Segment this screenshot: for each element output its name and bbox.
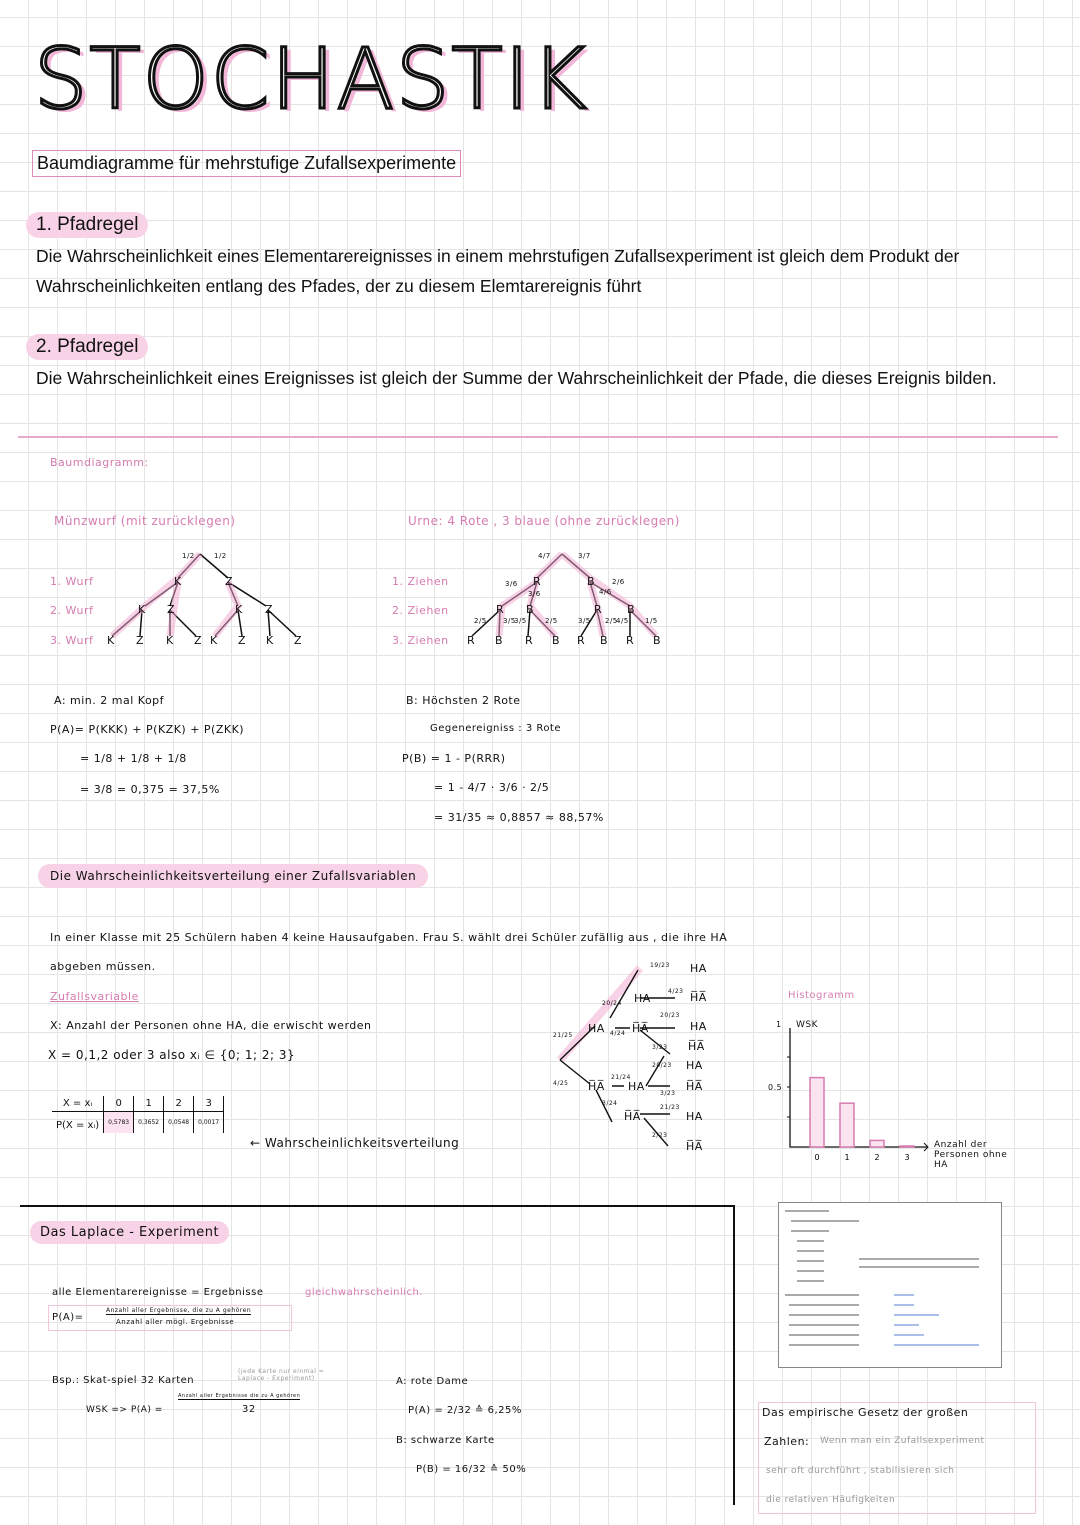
table-header-p: P(X = xᵢ) <box>56 1120 100 1131</box>
histogram-bar <box>840 1103 854 1147</box>
pb-line1: P(B) = 1 - P(RRR) <box>402 752 506 765</box>
urn-prob-3: 3/5 <box>578 617 591 625</box>
ha-leaf: HA <box>690 1020 707 1033</box>
coin-leaf: K <box>266 634 274 647</box>
urn-leaf: B <box>552 634 561 647</box>
coin-node: Z <box>167 603 176 616</box>
rule2-heading: 2. Pfadregel <box>26 334 148 360</box>
page-title: STOCHASTIK <box>34 30 589 128</box>
pb-line2: = 1 - 4/7 · 3/6 · 2/5 <box>434 781 550 794</box>
ha-prob: 4/23 <box>668 988 684 995</box>
urn-node: B <box>587 575 596 588</box>
histogram-title: Histogramm <box>788 990 855 1001</box>
pa-line3: = 3/8 = 0,375 = 37,5% <box>80 783 220 796</box>
urn-prob: 2/6 <box>612 578 625 586</box>
laplace-border-top <box>20 1205 734 1207</box>
coin-prob: 1/2 <box>182 552 195 560</box>
histogram-xtick: 0 <box>814 1153 820 1160</box>
coin-node: K <box>138 603 146 616</box>
histogram-xtick: 1 <box>844 1153 850 1160</box>
laplace-border-right <box>733 1205 735 1505</box>
ha-prob: 21/25 <box>553 1032 573 1039</box>
coin-level-3: 3. Wurf <box>50 634 94 647</box>
gesetz-t3: Wenn man ein Zufallsexperiment <box>820 1436 985 1446</box>
coin-level-1: 1. Wurf <box>50 575 94 588</box>
urn-node: R <box>496 603 505 616</box>
urn-node: R <box>533 575 542 588</box>
baum-label: Baumdiagramm: <box>50 456 149 469</box>
ha-prob: 19/23 <box>650 962 670 969</box>
notes-thumbnail-scribbles <box>779 1203 1001 1367</box>
ha-tree <box>540 950 720 1160</box>
ha-leaf: HA <box>686 1110 703 1123</box>
urn-prob-3: 2/5 <box>545 617 558 625</box>
coin-prob: 1/2 <box>214 552 227 560</box>
table-cell: 0,5783 <box>104 1112 134 1134</box>
coin-leaf: Z <box>194 634 203 647</box>
table-cell: 1 <box>134 1096 164 1112</box>
wsk-numerator: Anzahl aller Ergebnisse die zu A gehören <box>178 1393 301 1399</box>
zv-label: Zufallsvariable <box>50 990 139 1003</box>
problem-text-2: abgeben müssen. <box>50 960 156 973</box>
x-values: X = 0,1,2 oder 3 also xᵢ ∈ {0; 1; 2; 3} <box>48 1048 296 1062</box>
coin-leaf: Z <box>136 634 145 647</box>
ha-prob: 20/23 <box>652 1062 672 1069</box>
rule1-heading: 1. Pfadregel <box>26 212 148 238</box>
urn-level-3: 3. Ziehen <box>392 634 449 647</box>
coin-node: Z <box>225 575 234 588</box>
table-cell: 0 <box>104 1096 134 1112</box>
ha-leaf: H̅A̅ <box>688 1040 705 1053</box>
ha-prob: 21/23 <box>660 1104 680 1111</box>
ha-leaf: H̅A̅ <box>686 1140 703 1153</box>
ha-node: H̅A̅ <box>588 1080 605 1093</box>
histogram-ylabel: WSK <box>796 1020 819 1030</box>
coin-node: Z <box>265 603 274 616</box>
ha-leaf: HA <box>686 1059 703 1072</box>
wsk-denominator: 32 <box>242 1404 256 1415</box>
table-cell: 3 <box>194 1096 224 1112</box>
laplace-line1b: gleichwahrscheinlich. <box>305 1287 424 1298</box>
event-a: A: min. 2 mal Kopf <box>54 694 165 707</box>
ha-node: HA <box>634 992 651 1005</box>
histogram-ytop: 1 <box>776 1020 782 1029</box>
urn-node: B <box>526 603 535 616</box>
notes-thumbnail <box>778 1202 1002 1368</box>
ha-leaf: H̅A̅ <box>690 991 707 1004</box>
table-cell: 0,3652 <box>134 1112 164 1134</box>
laplace-denominator: Anzahl aller mögl. Ergebnisse <box>116 1318 235 1326</box>
urn-prob: 3/6 <box>528 590 541 598</box>
ha-prob: 4/24 <box>610 1030 626 1037</box>
coin-title: Münzwurf (mit zurücklegen) <box>54 514 236 528</box>
ha-leaf: HA <box>690 962 707 975</box>
ha-prob: 2/23 <box>652 1132 668 1139</box>
urn-leaf: R <box>577 634 586 647</box>
urn-prob-3: 3/5 <box>514 617 527 625</box>
coin-node: K <box>174 575 182 588</box>
ha-leaf: H̅A̅ <box>686 1080 703 1093</box>
ha-prob: 4/25 <box>553 1080 569 1087</box>
urn-prob: 3/6 <box>505 580 518 588</box>
histogram-xlabel: Anzahl der Personen ohne HA <box>934 1140 1008 1170</box>
urn-prob-3: 2/5 <box>605 617 618 625</box>
problem-text: In einer Klasse mit 25 Schülern haben 4 keine Hausaufgaben. Frau S. wählt drei Schüler zufällig aus , die ihre HA <box>50 931 728 944</box>
coin-leaf: Z <box>294 634 303 647</box>
urn-node: B <box>627 603 636 616</box>
urn-leaf: R <box>626 634 635 647</box>
ha-node: HA <box>588 1022 605 1035</box>
table-cell: 0,0017 <box>194 1112 224 1134</box>
wsk-label: WSK => P(A) = <box>86 1405 163 1415</box>
urn-node: R <box>594 603 603 616</box>
urn-prob-3: 4/5 <box>616 617 629 625</box>
divider <box>18 436 1058 438</box>
rule2-text: Die Wahrscheinlichkeit eines Ereignisses ist gleich der Summe der Wahrscheinlichkeit der Pfade, die dieses Ereignis bilden. <box>36 368 997 388</box>
gesetz-t4: sehr oft durchführt , stabilisieren sich <box>766 1466 955 1476</box>
pa-line2: = 1/8 + 1/8 + 1/8 <box>80 752 187 765</box>
verteilung-heading: Die Wahrscheinlichkeitsverteilung einer Zufallsvariablen <box>38 864 428 888</box>
event-b: B: Höchsten 2 Rote <box>406 694 521 707</box>
ha-prob: 3/23 <box>652 1044 668 1051</box>
bsp-note: (jede Karte nur einmal = Laplace - Experiment) <box>238 1368 325 1382</box>
urn-prob-3: 2/5 <box>474 617 487 625</box>
laplace-numerator: Anzahl aller Ergebnisse, die zu A gehören <box>106 1307 252 1314</box>
ha-prob: 20/24 <box>602 1000 622 1007</box>
urn-level-1: 1. Ziehen <box>392 575 449 588</box>
ha-node: H̅A̅ <box>632 1022 649 1035</box>
gesetz-t2: Zahlen: <box>764 1435 810 1448</box>
histogram-xtick: 3 <box>904 1153 910 1160</box>
ha-node: HA <box>628 1080 645 1093</box>
a-calc: P(A) = 2/32 ≙ 6,25% <box>408 1405 522 1416</box>
a-label: A: rote Dame <box>396 1376 469 1387</box>
laplace-heading: Das Laplace - Experiment <box>30 1221 229 1244</box>
b-calc: P(B) = 16/32 ≙ 50% <box>416 1464 527 1475</box>
urn-prob: 3/7 <box>578 552 591 560</box>
coin-leaf: K <box>166 634 174 647</box>
coin-leaf: K <box>210 634 218 647</box>
laplace-line1: alle Elementarereignisse = Ergebnisse <box>52 1287 264 1298</box>
table-header-x: X = xᵢ <box>62 1098 93 1109</box>
urn-title: Urne: 4 Rote , 3 blaue (ohne zurücklegen) <box>408 514 680 528</box>
coin-node: K <box>235 603 243 616</box>
distribution-table <box>52 1096 224 1133</box>
histogram-chart <box>780 1020 940 1160</box>
table-cell: 2 <box>164 1096 194 1112</box>
pb-line3: = 31/35 ≈ 0,8857 ≈ 88,57% <box>434 811 604 824</box>
rule1-text: Die Wahrscheinlichkeit eines Elementarereignisses in einem mehrstufigen Zufallsexperiment ist gleich dem Produkt der Wahrscheinlichkeiten entlang des Pfades, der zu diesem Elemtarereignis führt <box>36 246 960 296</box>
urn-leaf: R <box>467 634 476 647</box>
histogram-bar <box>900 1146 914 1147</box>
gegenereignis: Gegenereigniss : 3 Rote <box>430 723 562 734</box>
histogram-bar <box>870 1140 884 1147</box>
ha-node: H̅A̅ <box>624 1110 641 1123</box>
gesetz-t5: die relativen Häufigkeiten <box>766 1495 896 1505</box>
b-label: B: schwarze Karte <box>396 1435 495 1446</box>
distribution-arrow-label: ← Wahrscheinlichkeitsverteilung <box>250 1136 460 1150</box>
coin-leaf: K <box>107 634 115 647</box>
urn-prob-3: 3/5 <box>503 617 516 625</box>
ha-prob: 3/24 <box>602 1100 618 1107</box>
histogram-ytick: 0.5 <box>768 1083 783 1092</box>
ha-prob: 20/23 <box>660 1012 680 1019</box>
urn-prob: 4/6 <box>599 588 612 596</box>
table-cell: 0,0548 <box>164 1112 194 1134</box>
pa-line1: P(A)= P(KKK) + P(KZK) + P(ZKK) <box>50 723 245 736</box>
coin-level-2: 2. Wurf <box>50 604 94 617</box>
bsp-label: Bsp.: Skat-spiel 32 Karten <box>52 1375 195 1386</box>
urn-leaf: B <box>653 634 662 647</box>
urn-prob-3: 1/5 <box>645 617 658 625</box>
histogram-bar <box>810 1078 824 1147</box>
urn-leaf: B <box>600 634 609 647</box>
ha-prob: 21/24 <box>611 1074 631 1081</box>
coin-leaf: Z <box>238 634 247 647</box>
x-definition: X: Anzahl der Personen ohne HA, die erwischt werden <box>50 1019 372 1032</box>
urn-level-2: 2. Ziehen <box>392 604 449 617</box>
urn-leaf: B <box>495 634 504 647</box>
laplace-formula-lhs: P(A)= <box>52 1312 84 1323</box>
urn-leaf: R <box>525 634 534 647</box>
urn-prob: 4/7 <box>538 552 551 560</box>
gesetz-title: Das empirische Gesetz der großen <box>762 1406 969 1419</box>
coin-tree <box>112 554 296 636</box>
histogram-xtick: 2 <box>874 1153 880 1160</box>
subtitle: Baumdiagramme für mehrstufige Zufallsexperimente <box>32 150 461 177</box>
ha-prob: 3/23 <box>660 1090 676 1097</box>
